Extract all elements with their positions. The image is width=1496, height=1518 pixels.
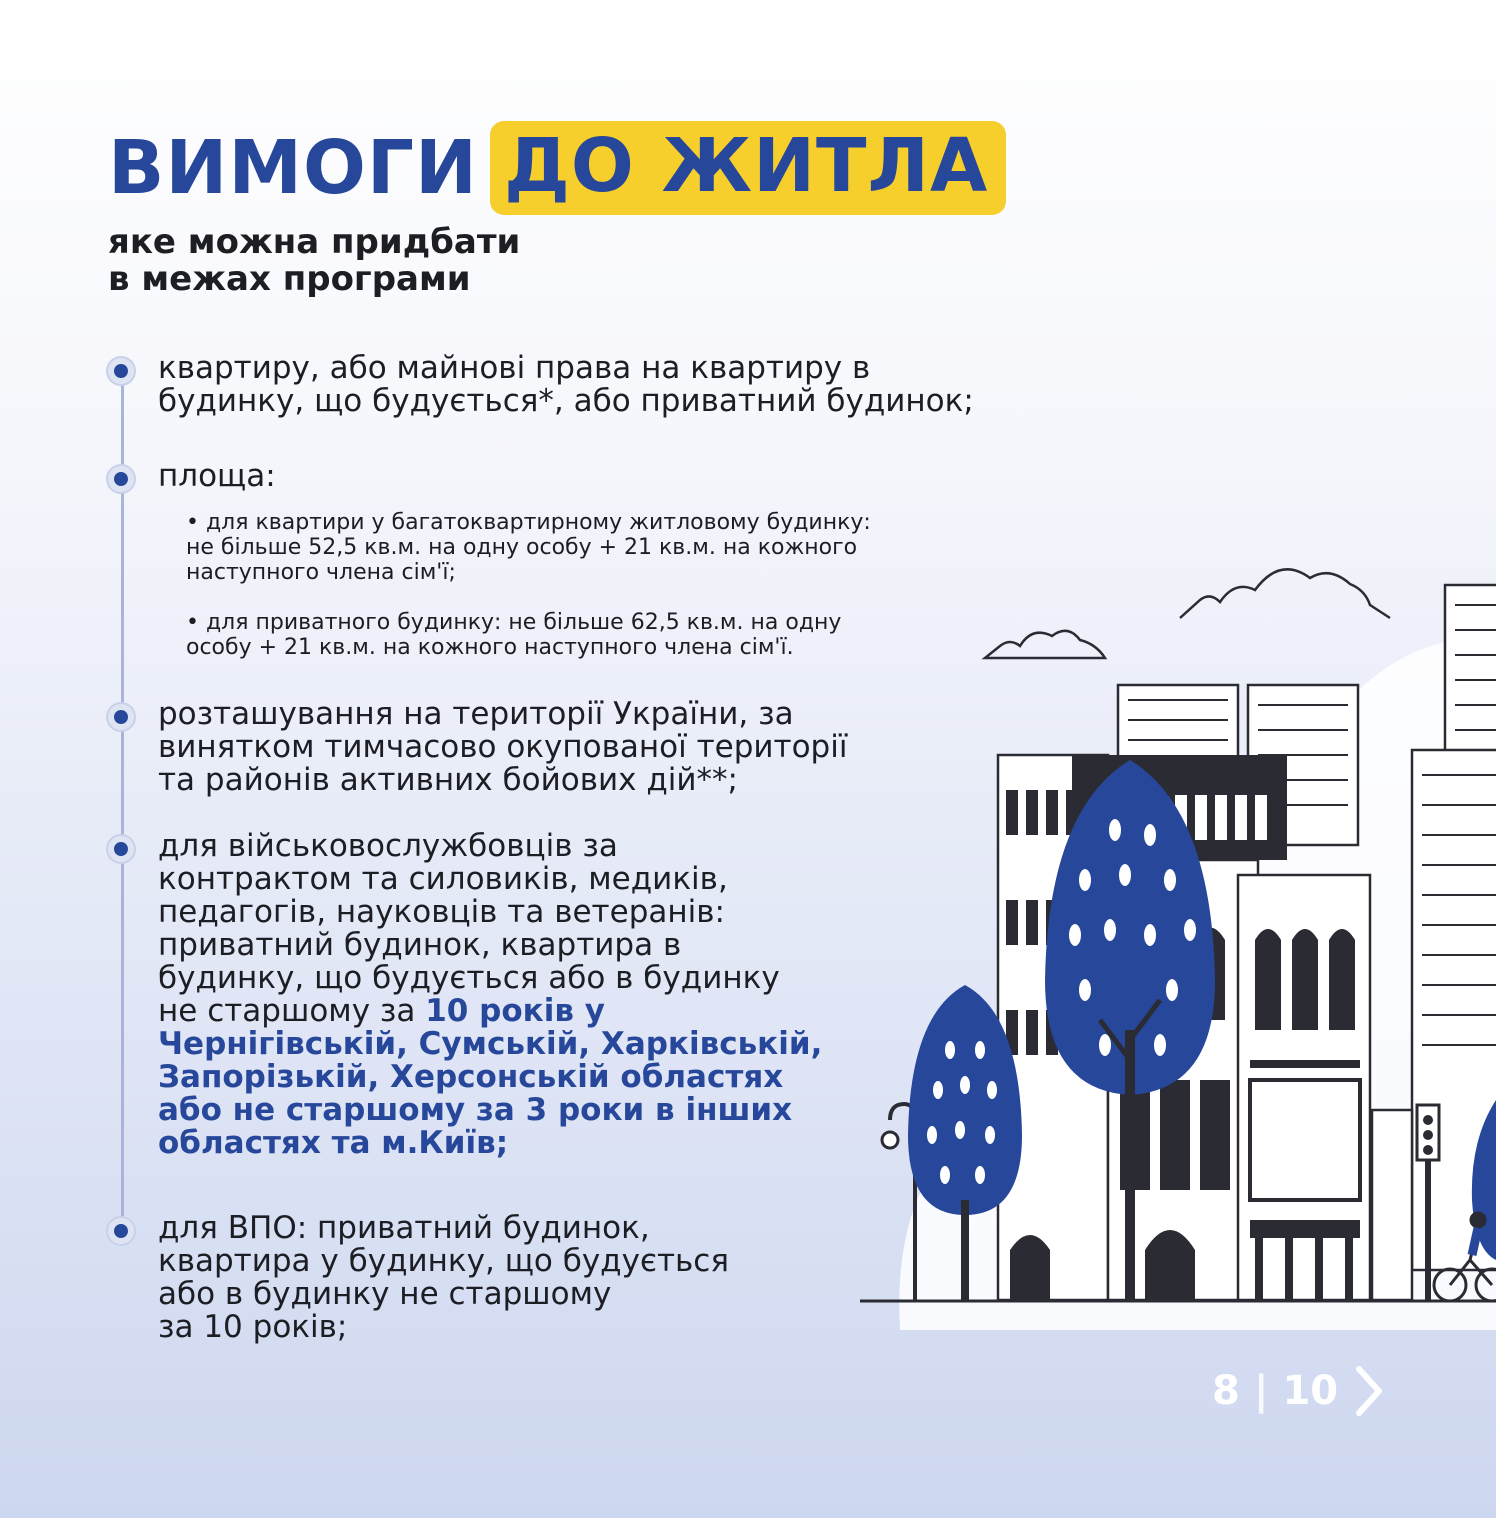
highlighted-text: Чернігівській, Сумській, Харківській, [158, 1026, 823, 1062]
list-item: площа: [158, 458, 276, 494]
bullet-dot-icon [108, 466, 134, 492]
chevron-right-icon[interactable] [1354, 1364, 1384, 1418]
list-item: розташування на території України, за винятком тимчасово окупованої території та районів активних бойових дій**; [158, 696, 848, 798]
page-current: 8 [1212, 1368, 1240, 1414]
page-separator: | [1253, 1368, 1269, 1414]
timeline-line [121, 370, 124, 1230]
cloud-icon [1180, 569, 1390, 618]
page-title [108, 122, 1006, 214]
sub-list-item: • для приватного будинку: не більше 62,5 кв.м. на одну особу + 21 кв.м. на кожного наступного члена сім'ї. [186, 610, 842, 660]
list-item: квартиру, або майнові права на квартиру в будинку, що будується*, або приватний будинок; [158, 350, 974, 419]
bullet-dot-icon [108, 836, 134, 862]
list-item: для ВПО: приватний будинок, квартира у будинку, що будується або в будинку не старшому за 10 років; [158, 1210, 729, 1345]
page-subtitle [108, 224, 520, 298]
title-part-2-highlight: ДО ЖИТЛА [490, 121, 1006, 215]
title-part-1: ВИМОГИ [108, 125, 478, 211]
subtitle-line: в межах програми [108, 259, 471, 299]
page-total: 10 [1282, 1368, 1339, 1414]
highlighted-text: Запорізькій, Херсонській областях [158, 1059, 784, 1095]
pagination [1212, 1364, 1384, 1418]
sub-list-item: • для квартири у багатоквартирному житловому будинку: не більше 52,5 кв.м. на одну особу + 21 кв.м. на кожного наступного члена сім'ї; [186, 510, 871, 585]
list-item: для військовослужбовців за контрактом та силовиків, медиків, педагогів, науковців та ветеранів: приватний будинок, квартира в будинку, що будується або в будинку не старшому за 10 років у Чернігівській, Сумській, Харківській, Запорізькій, Херсонській областях або не старшому за 3 роки в інших областях та м.Київ; [158, 828, 823, 1161]
cloud-icon [985, 631, 1105, 658]
city-illustration [860, 560, 1496, 1340]
subtitle-line: яке можна придбати [108, 222, 521, 262]
highlighted-text: 10 років у [425, 993, 605, 1029]
bullet-dot-icon [108, 358, 134, 384]
bullet-dot-icon [108, 704, 134, 730]
bullet-dot-icon [108, 1218, 134, 1244]
highlighted-text: областях та м.Київ; [158, 1125, 509, 1161]
highlighted-text: або не старшому за 3 роки в інших [158, 1092, 793, 1128]
